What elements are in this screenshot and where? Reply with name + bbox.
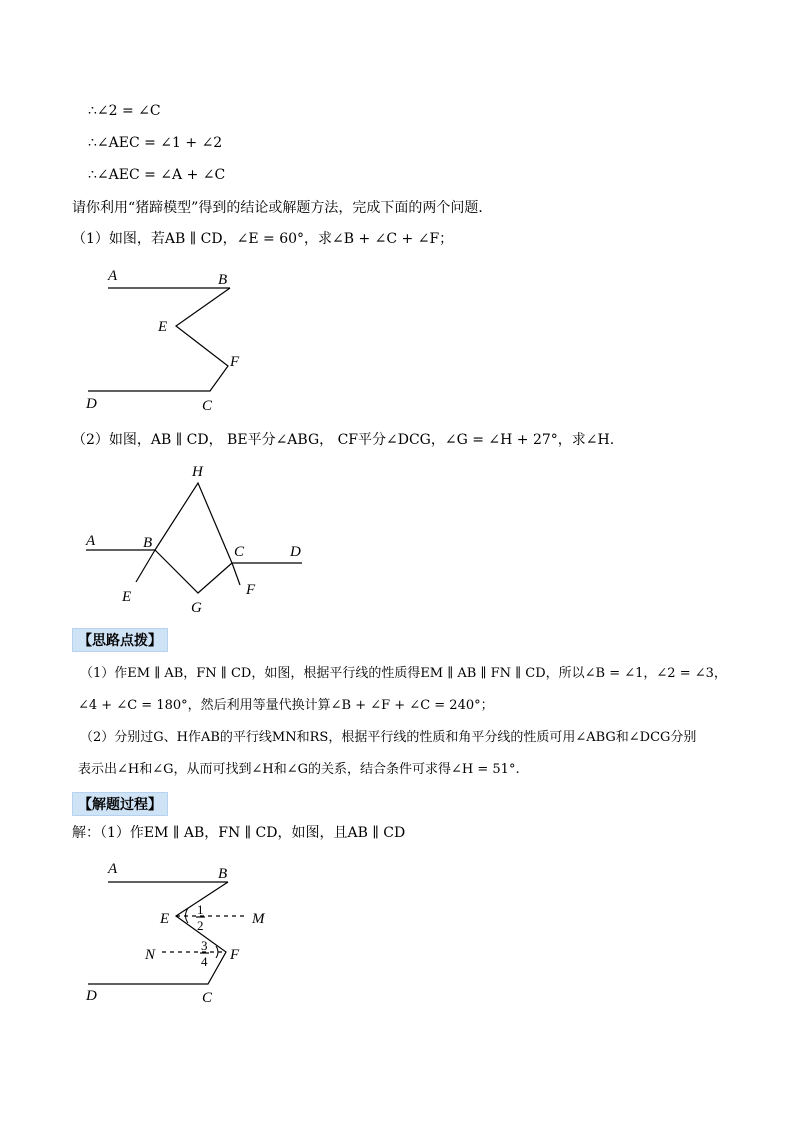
fig2-label-h: H bbox=[192, 464, 203, 480]
fig3-label-f: F bbox=[230, 947, 240, 963]
fig3-label-d: D bbox=[86, 988, 97, 1004]
hint-line-1: （1）作EM ∥ AB，FN ∥ CD，如图，根据平行线的性质得EM ∥ AB ∥ FN ∥ CD，所以∠B = ∠1，∠2 = ∠3， bbox=[80, 666, 727, 681]
hint-line-4: 表示出∠H和∠G，从而可找到∠H和∠G的关系，结合条件可求得∠H = 51°. bbox=[78, 762, 520, 777]
fig1-label-f: F bbox=[230, 354, 240, 370]
fig2-label-c: C bbox=[234, 544, 245, 560]
fig3-angle-2: 2 bbox=[197, 918, 204, 933]
hint-line-2: ∠4 + ∠C = 180°，然后利用等量代换计算∠B + ∠F + ∠C = 240°； bbox=[78, 698, 494, 713]
fig2-label-g: G bbox=[191, 600, 202, 616]
fig3-label-n: N bbox=[145, 947, 156, 963]
fig3-label-c: C bbox=[202, 990, 213, 1006]
intro-line-3: ∴∠AEC = ∠A + ∠C bbox=[88, 167, 226, 183]
fig2-label-d: D bbox=[290, 544, 301, 560]
fig3-label-a: A bbox=[108, 861, 118, 877]
fig2-label-a: A bbox=[86, 533, 96, 549]
solution-title: 【解题过程】 bbox=[72, 792, 168, 816]
fig2-label-b: B bbox=[143, 535, 153, 551]
intro-line-1: ∴∠2 = ∠C bbox=[88, 103, 161, 119]
fig3-angle-3: 3 bbox=[201, 938, 208, 953]
question-1: （1）如图，若AB ∥ CD，∠E = 60°，求∠B + ∠C + ∠F； bbox=[72, 231, 454, 247]
intro-line-4: 请你利用“猪蹄模型”得到的结论或解题方法，完成下面的两个问题． bbox=[72, 200, 493, 216]
fig1-label-a: A bbox=[108, 268, 118, 284]
hint-line-3: （2）分别过G、H作AB的平行线MN和RS，根据平行线的性质和角平分线的性质可用∠ABG和∠DCG分别 bbox=[80, 730, 697, 745]
question-2: （2）如图，AB ∥ CD， BE平分∠ABG， CF平分∠DCG，∠G = ∠H + 27°，求∠H. bbox=[72, 432, 615, 448]
fig3-label-m: M bbox=[252, 911, 265, 927]
fig3-label-b: B bbox=[218, 866, 228, 882]
fig3-label-e: E bbox=[160, 911, 170, 927]
solution-line-1: 解：（1）作EM ∥ AB，FN ∥ CD，如图，且AB ∥ CD bbox=[72, 825, 406, 841]
fig1-label-d: D bbox=[86, 396, 97, 412]
fig1-label-c: C bbox=[202, 398, 213, 414]
fig3-angle-1: 1 bbox=[197, 902, 204, 917]
hint-title: 【思路点拨】 bbox=[72, 628, 168, 652]
fig1-label-e: E bbox=[158, 319, 168, 335]
fig3-angle-4: 4 bbox=[201, 954, 208, 969]
fig2-label-f: F bbox=[246, 582, 256, 598]
fig2-label-e: E bbox=[122, 589, 132, 605]
fig1-label-b: B bbox=[218, 272, 228, 288]
intro-line-2: ∴∠AEC = ∠1 + ∠2 bbox=[88, 135, 223, 151]
